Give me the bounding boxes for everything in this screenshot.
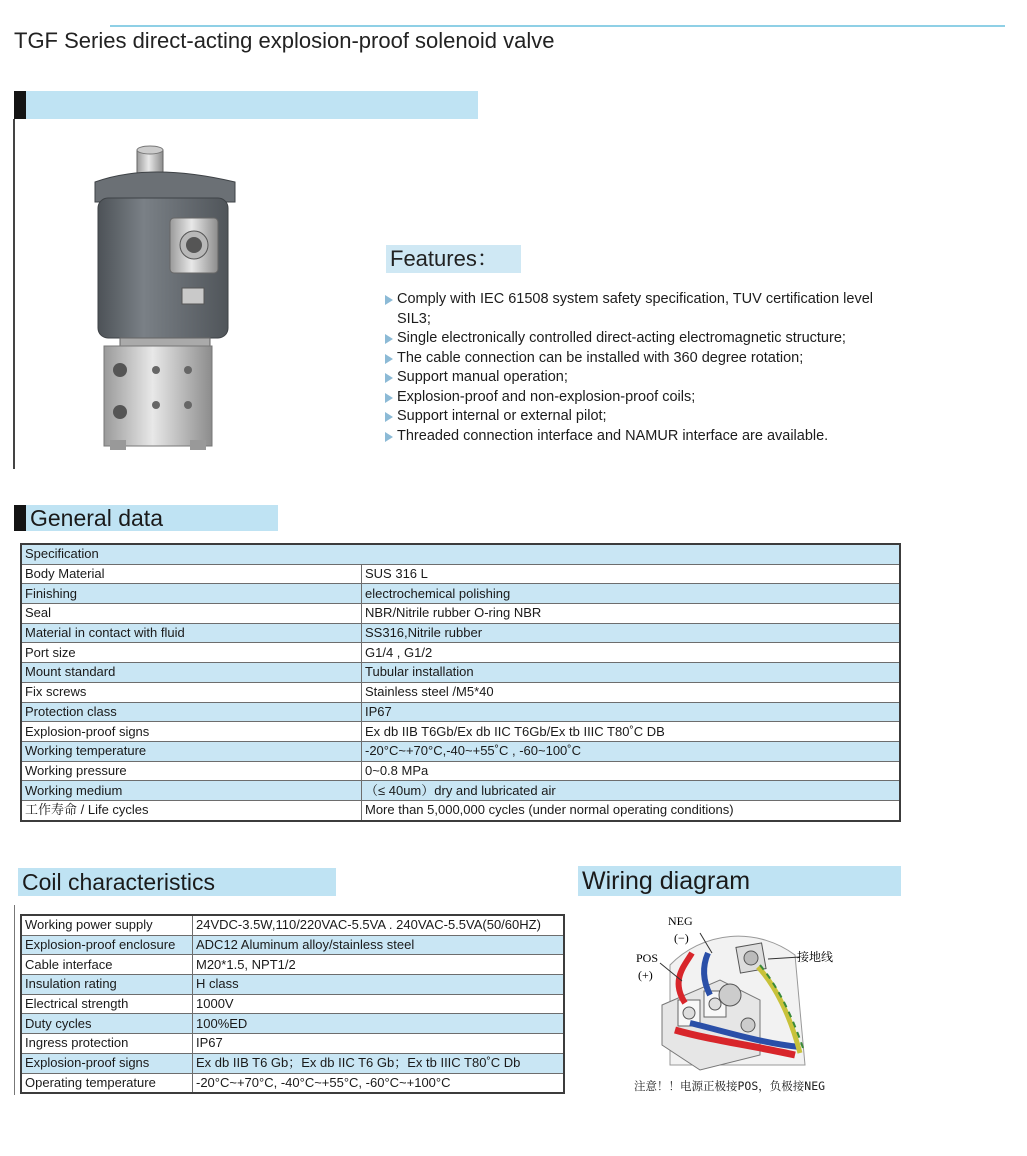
table-row: Insulation rating H class: [21, 975, 564, 995]
wiring-heading: Wiring diagram: [578, 866, 901, 896]
table-row: Mount standard Tubular installation: [21, 663, 900, 683]
coil-table: [20, 914, 565, 1094]
table-row: Operating temperature -20°C~+70°C, -40°C~+55°C, -60°C~+100°C: [21, 1073, 564, 1093]
table-row: Protection class IP67: [21, 702, 900, 722]
table-row: Electrical strength 1000V: [21, 994, 564, 1014]
bullet-icon: [385, 412, 393, 422]
table-row: Body Material SUS 316 L: [21, 564, 900, 584]
coil-left-rule: [14, 905, 15, 1095]
feature-item: Explosion-proof and non-explosion-proof coils;: [385, 388, 910, 408]
feature-item: The cable connection can be installed with 360 degree rotation;: [385, 349, 910, 369]
table-row: Cable interface M20*1.5, NPT1/2: [21, 955, 564, 975]
table-row: Explosion-proof signs Ex db IIB T6 Gb；Ex db IIC T6 Gb；Ex tb IIIC T80˚C Db: [21, 1053, 564, 1073]
coil-heading: Coil characteristics: [18, 868, 336, 896]
table-row: Working medium （≤ 40um）dry and lubricated air: [21, 781, 900, 801]
features-heading: Features：: [386, 245, 521, 273]
table-row: Port size G1/4 , G1/2: [21, 643, 900, 663]
feature-item: Comply with IEC 61508 system safety specification, TUV certification level SIL3;: [385, 290, 910, 329]
feature-item: Support internal or external pilot;: [385, 407, 910, 427]
table-row: Ingress protection IP67: [21, 1034, 564, 1054]
bullet-icon: [385, 432, 393, 442]
neg-label: NEG: [668, 914, 693, 928]
wiring-note: 注意！！电源正极接POS，负极接NEG: [634, 1079, 826, 1093]
table-header: Specification: [21, 544, 900, 564]
neg-sign: (−): [674, 931, 689, 945]
feature-item: Support manual operation;: [385, 368, 910, 388]
section-marker: [14, 505, 26, 531]
bullet-icon: [385, 334, 393, 344]
feature-item: Threaded connection interface and NAMUR interface are available.: [385, 427, 910, 447]
table-row: Working temperature -20°C~+70°C,-40~+55˚C , -60~100˚C: [21, 741, 900, 761]
table-row: Explosion-proof enclosure ADC12 Aluminum alloy/stainless steel: [21, 935, 564, 955]
table-row: Explosion-proof signs Ex db IIB T6Gb/Ex db IIC T6Gb/Ex tb IIIC T80˚C DB: [21, 722, 900, 742]
bullet-icon: [385, 295, 393, 305]
pos-sign: (+): [638, 968, 653, 982]
table-row: Working pressure 0~0.8 MPa: [21, 761, 900, 781]
product-banner: [26, 91, 478, 119]
section-marker: [14, 91, 26, 119]
wiring-diagram: [600, 905, 900, 1075]
feature-item: Single electronically controlled direct-acting electromagnetic structure;: [385, 329, 910, 349]
valve-product-image: [80, 140, 250, 460]
bullet-icon: [385, 393, 393, 403]
table-row: Working power supply 24VDC-3.5W,110/220VAC-5.5VA . 240VAC-5.5VA(50/60HZ): [21, 915, 564, 935]
header-rule: [110, 25, 1005, 27]
bullet-icon: [385, 354, 393, 364]
table-row: 工作寿命 / Life cycles More than 5,000,000 cycles (under normal operating conditions): [21, 800, 900, 820]
table-row: Duty cycles 100%ED: [21, 1014, 564, 1034]
features-list: [385, 290, 910, 446]
general-data-heading: General data: [26, 505, 278, 531]
ground-label: 接地线: [797, 950, 834, 964]
table-row: Fix screws Stainless steel /M5*40: [21, 682, 900, 702]
section-left-rule: [13, 119, 15, 469]
general-data-table: [20, 543, 901, 822]
bullet-icon: [385, 373, 393, 383]
table-row: Material in contact with fluid SS316,Nitrile rubber: [21, 623, 900, 643]
page-title: TGF Series direct-acting explosion-proof solenoid valve: [14, 28, 555, 53]
table-row: Seal NBR/Nitrile rubber O-ring NBR: [21, 604, 900, 624]
pos-label: POS: [636, 951, 659, 965]
table-row: Finishing electrochemical polishing: [21, 584, 900, 604]
table-header-row: [21, 544, 900, 564]
